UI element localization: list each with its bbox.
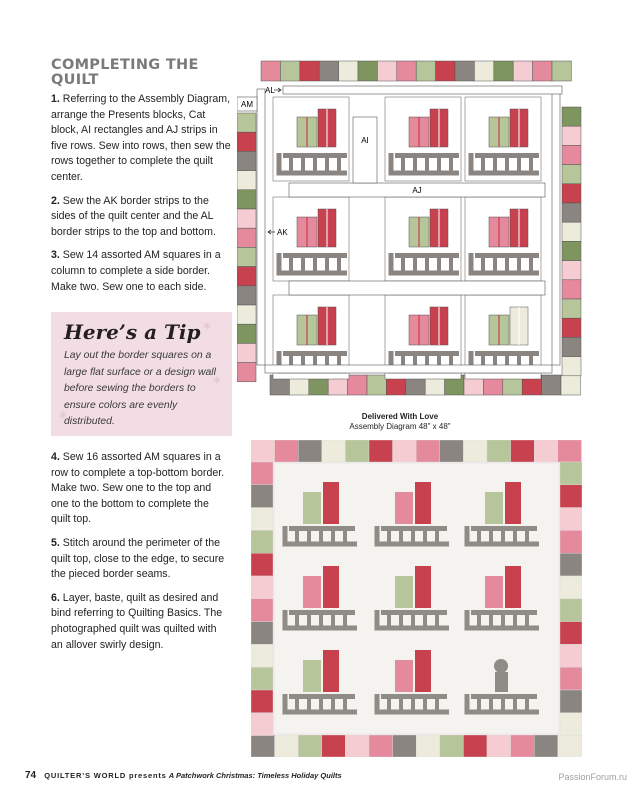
am-square — [237, 247, 256, 266]
sleigh-slat — [399, 531, 403, 542]
border-square — [251, 667, 273, 690]
border-square — [251, 553, 273, 576]
sleigh-slat — [295, 699, 299, 710]
border-square — [560, 485, 582, 508]
sleigh-slat — [435, 615, 439, 626]
instruction-step — [51, 450, 231, 528]
border-square — [251, 690, 273, 713]
border-square — [560, 622, 582, 645]
presents-block — [465, 97, 541, 181]
step-number: 4. — [51, 451, 60, 463]
sleigh-slat — [513, 699, 517, 710]
border-square — [275, 735, 299, 757]
sleigh-slat — [401, 158, 405, 171]
cat-body — [495, 672, 508, 692]
am-square — [562, 222, 581, 241]
sleigh-slat — [529, 158, 533, 171]
sleigh-slat — [517, 258, 521, 271]
border-square — [251, 644, 273, 667]
sleigh-slat — [489, 615, 493, 626]
step-number: 5. — [51, 536, 60, 549]
presents-block — [465, 197, 541, 281]
border-square — [345, 735, 369, 757]
ak-label: AK — [277, 228, 288, 237]
step-number: 3. — [51, 249, 60, 262]
border-square — [511, 440, 535, 462]
sleigh-slat — [525, 531, 529, 542]
border-square — [251, 576, 273, 599]
border-square — [322, 440, 346, 462]
sleigh-slat — [489, 531, 493, 542]
sleigh-slat — [399, 615, 403, 626]
star-icon: ✶ — [211, 372, 223, 388]
assembly-diagram — [237, 57, 582, 399]
sleigh-slat — [525, 699, 529, 710]
sleigh-slat — [343, 699, 347, 710]
am-square — [237, 305, 256, 324]
present-shape — [505, 482, 521, 524]
instructions-part-1 — [51, 58, 231, 303]
am-square — [339, 61, 358, 81]
sleigh-slat — [517, 158, 521, 171]
sleigh-slat — [331, 699, 335, 710]
sleigh-slat — [325, 258, 329, 271]
sleigh-slat — [411, 531, 415, 542]
tip-box — [51, 312, 232, 436]
present-shape — [415, 566, 431, 608]
instruction-step — [51, 536, 231, 583]
border-square — [560, 599, 582, 622]
sleigh-slat — [411, 699, 415, 710]
am-square — [280, 61, 299, 81]
sleigh-slat — [301, 258, 305, 271]
sleigh-rail — [475, 351, 539, 356]
al-label: AL — [265, 86, 275, 95]
sleigh-rail — [283, 153, 347, 158]
sleigh-slat — [343, 615, 347, 626]
tip-text: Lay out the border squares on a large flat surface or a design wall before sewing the borders to ensure colors are evenly distributed. — [64, 350, 216, 427]
border-square — [345, 440, 369, 462]
sleigh-slat — [289, 158, 293, 171]
sleigh-slat — [411, 615, 415, 626]
am-square — [300, 61, 319, 81]
presents-block — [385, 197, 461, 281]
border-square — [251, 508, 273, 531]
am-square — [436, 61, 455, 81]
sleigh-slat — [501, 699, 505, 710]
ak-strip-left — [257, 89, 265, 365]
sleigh-slat — [505, 258, 509, 271]
sleigh-slat — [295, 531, 299, 542]
star-icon: ✶ — [57, 407, 69, 423]
presents-block — [273, 197, 349, 281]
sleigh-slat — [501, 531, 505, 542]
step-number: 2. — [51, 194, 60, 207]
sleigh-slat — [477, 531, 481, 542]
border-square — [440, 440, 464, 462]
sleigh-rail — [475, 253, 539, 258]
sleigh-rail — [289, 610, 355, 615]
border-square — [251, 599, 273, 622]
sleigh-slat — [387, 615, 391, 626]
border-square — [560, 690, 582, 713]
present-shape — [323, 650, 339, 692]
presents-block — [273, 97, 349, 181]
am-square — [455, 61, 474, 81]
sleigh-slat — [331, 615, 335, 626]
am-square — [237, 343, 256, 362]
am-square — [562, 107, 581, 126]
am-square — [416, 61, 435, 81]
sleigh-slat — [413, 158, 417, 171]
border-square — [560, 462, 582, 485]
am-square — [367, 375, 386, 395]
sleigh-slat — [435, 531, 439, 542]
sleigh-rail — [289, 694, 355, 699]
border-square — [560, 576, 582, 599]
am-square — [237, 209, 256, 228]
am-square — [237, 267, 256, 286]
sleigh-slat — [337, 158, 341, 171]
border-square — [298, 440, 322, 462]
ai-rectangle — [353, 117, 377, 183]
step-text: Sew 14 assorted AM squares in a column to complete a side border. Make two. Sew one to each side. — [51, 249, 221, 293]
am-square — [562, 337, 581, 356]
caption-title: Delivered With Love — [361, 412, 439, 421]
instruction-step — [51, 194, 231, 241]
sleigh-slat — [493, 258, 497, 271]
page-footer — [25, 770, 342, 781]
sleigh-rail — [395, 153, 459, 158]
present-shape — [323, 566, 339, 608]
border-square — [463, 440, 487, 462]
present-shape — [415, 482, 431, 524]
border-square — [393, 735, 417, 757]
border-square — [560, 553, 582, 576]
step-text: Referring to the Assembly Diagram, arrange the Presents blocks, Cat block, AI rectangles and AJ strips in five rows. Sew into rows, then sew the rows together to complete the quilt center. — [51, 93, 231, 183]
al-strip-bottom — [265, 365, 552, 373]
am-square — [552, 61, 571, 81]
border-square — [534, 440, 558, 462]
section-title: COMPLETING THE QUILT — [51, 57, 199, 88]
caption-subtitle: Assembly Diagram 48" x 48" — [349, 422, 451, 431]
sleigh-slat — [387, 699, 391, 710]
sleigh-slat — [423, 699, 427, 710]
instruction-step — [51, 248, 231, 295]
present-shape — [303, 576, 321, 608]
sleigh-rail — [471, 526, 537, 531]
sleigh-slat — [525, 615, 529, 626]
am-square — [237, 286, 256, 305]
am-square — [562, 126, 581, 145]
present-shape — [303, 660, 321, 692]
border-square — [560, 530, 582, 553]
step-number: 1. — [51, 93, 60, 105]
step-text: Layer, baste, quilt as desired and bind referring to Quilting Basics. The photographed quilt was quilted with an allover swirly design. — [51, 591, 223, 651]
border-square — [440, 735, 464, 757]
sleigh-slat — [337, 258, 341, 271]
am-square — [562, 184, 581, 203]
sleigh-slat — [289, 258, 293, 271]
border-square — [369, 735, 393, 757]
sleigh-slat — [423, 531, 427, 542]
am-square — [533, 61, 552, 81]
am-square — [542, 375, 561, 395]
sleigh-slat — [307, 615, 311, 626]
am-square — [562, 357, 581, 376]
border-square — [511, 735, 535, 757]
quilt-photo — [251, 440, 582, 757]
border-square — [560, 713, 582, 736]
sleigh-rail — [381, 694, 447, 699]
instructions-part-2 — [51, 450, 231, 661]
border-square — [558, 735, 582, 757]
sleigh-rail — [471, 694, 537, 699]
diagram-caption — [310, 412, 490, 432]
border-square — [558, 440, 582, 462]
sleigh-rail — [475, 153, 539, 158]
am-square — [237, 228, 256, 247]
sleigh-slat — [399, 699, 403, 710]
am-square — [561, 375, 580, 395]
sleigh-slat — [513, 615, 517, 626]
sleigh-slat — [435, 699, 439, 710]
sleigh-slat — [295, 615, 299, 626]
sleigh-slat — [481, 158, 485, 171]
border-square — [251, 485, 273, 508]
border-square — [251, 462, 273, 485]
sleigh-slat — [343, 531, 347, 542]
sleigh-slat — [331, 531, 335, 542]
border-square — [251, 735, 275, 757]
am-square — [377, 61, 396, 81]
border-square — [275, 440, 299, 462]
border-square — [487, 440, 511, 462]
border-square — [298, 735, 322, 757]
am-square — [562, 165, 581, 184]
border-square — [251, 622, 273, 645]
sleigh-slat — [449, 258, 453, 271]
am-square — [237, 324, 256, 343]
present-shape — [485, 492, 503, 524]
border-square — [416, 440, 440, 462]
am-square — [237, 190, 256, 209]
border-square — [560, 508, 582, 531]
border-square — [560, 644, 582, 667]
border-square — [251, 713, 273, 736]
sleigh-slat — [477, 699, 481, 710]
border-square — [463, 735, 487, 757]
sleigh-slat — [313, 158, 317, 171]
publication-name: QUILTER’S WORLD presents — [44, 771, 167, 780]
step-text: Sew 16 assorted AM squares in a row to complete a top-bottom border. Make two. Sew one to the top and one to the bottom to complete the quilt top. — [51, 451, 225, 526]
publication-title: A Patchwork Christmas: Timeless Holiday Quilts — [168, 771, 342, 780]
border-square — [369, 440, 393, 462]
sleigh-slat — [313, 258, 317, 271]
sleigh-slat — [529, 258, 533, 271]
am-square — [562, 261, 581, 280]
sleigh-slat — [387, 531, 391, 542]
am-square — [237, 113, 256, 132]
sleigh-slat — [401, 258, 405, 271]
sleigh-rail — [395, 351, 459, 356]
sleigh-slat — [425, 258, 429, 271]
sleigh-slat — [481, 258, 485, 271]
am-square — [261, 61, 280, 81]
present-shape — [395, 576, 413, 608]
am-square — [237, 171, 256, 190]
sleigh-rail — [283, 351, 347, 356]
am-square — [348, 375, 367, 395]
sleigh-slat — [477, 615, 481, 626]
sleigh-rail — [289, 526, 355, 531]
am-square — [562, 299, 581, 318]
present-shape — [395, 492, 413, 524]
sleigh-slat — [319, 699, 323, 710]
al-arrow-icon — [274, 88, 281, 92]
present-shape — [485, 576, 503, 608]
am-square — [494, 61, 513, 81]
border-square — [251, 440, 275, 462]
am-square — [562, 241, 581, 260]
presents-block — [385, 97, 461, 181]
sleigh-slat — [319, 531, 323, 542]
sleigh-rail — [381, 526, 447, 531]
sleigh-slat — [501, 615, 505, 626]
sleigh-slat — [513, 531, 517, 542]
al-strip-top — [283, 86, 562, 94]
sleigh-slat — [307, 699, 311, 710]
am-square — [237, 132, 256, 151]
am-square — [319, 61, 338, 81]
am-square — [562, 318, 581, 337]
am-square — [513, 61, 532, 81]
aj-strip-2 — [289, 281, 545, 295]
border-square — [416, 735, 440, 757]
am-square — [237, 151, 256, 170]
am-square — [562, 280, 581, 299]
sleigh-slat — [437, 158, 441, 171]
star-icon: ✶ — [201, 318, 213, 334]
step-text: Stitch around the perimeter of the quilt top, close to the edge, to secure the pieced border seams. — [51, 536, 225, 581]
ak-strip-right — [552, 89, 560, 365]
am-label: AM — [241, 100, 253, 109]
am-square — [562, 203, 581, 222]
step-text: Sew the AK border strips to the sides of the quilt center and the AL border strips to the top and bottom. — [51, 194, 216, 238]
sleigh-slat — [489, 699, 493, 710]
am-square — [358, 61, 377, 81]
watermark: PassionForum.ru — [558, 772, 627, 782]
border-square — [322, 735, 346, 757]
ai-label: AI — [361, 136, 369, 145]
border-square — [251, 530, 273, 553]
sleigh-rail — [395, 253, 459, 258]
sleigh-slat — [493, 158, 497, 171]
aj-label: AJ — [412, 186, 422, 195]
border-square — [393, 440, 417, 462]
present-shape — [323, 482, 339, 524]
sleigh-slat — [423, 615, 427, 626]
present-shape — [395, 660, 413, 692]
sleigh-slat — [325, 158, 329, 171]
sleigh-slat — [425, 158, 429, 171]
tip-title: Here’s a Tip — [64, 320, 201, 344]
present-shape — [505, 566, 521, 608]
border-square — [560, 667, 582, 690]
sleigh-rail — [283, 253, 347, 258]
sleigh-slat — [413, 258, 417, 271]
sleigh-slat — [301, 158, 305, 171]
am-square — [237, 363, 256, 382]
border-square — [534, 735, 558, 757]
cat-icon — [494, 659, 508, 673]
present-shape — [303, 492, 321, 524]
sleigh-slat — [319, 615, 323, 626]
step-number: 6. — [51, 591, 60, 604]
sleigh-rail — [381, 610, 447, 615]
border-square — [487, 735, 511, 757]
sleigh-slat — [437, 258, 441, 271]
sleigh-slat — [449, 158, 453, 171]
instruction-step — [51, 591, 231, 653]
page-number: 74 — [25, 770, 37, 781]
am-square — [474, 61, 493, 81]
instruction-step — [51, 92, 231, 186]
am-square — [562, 145, 581, 164]
sleigh-slat — [307, 531, 311, 542]
am-square — [397, 61, 416, 81]
sleigh-slat — [505, 158, 509, 171]
sleigh-rail — [471, 610, 537, 615]
present-shape — [415, 650, 431, 692]
